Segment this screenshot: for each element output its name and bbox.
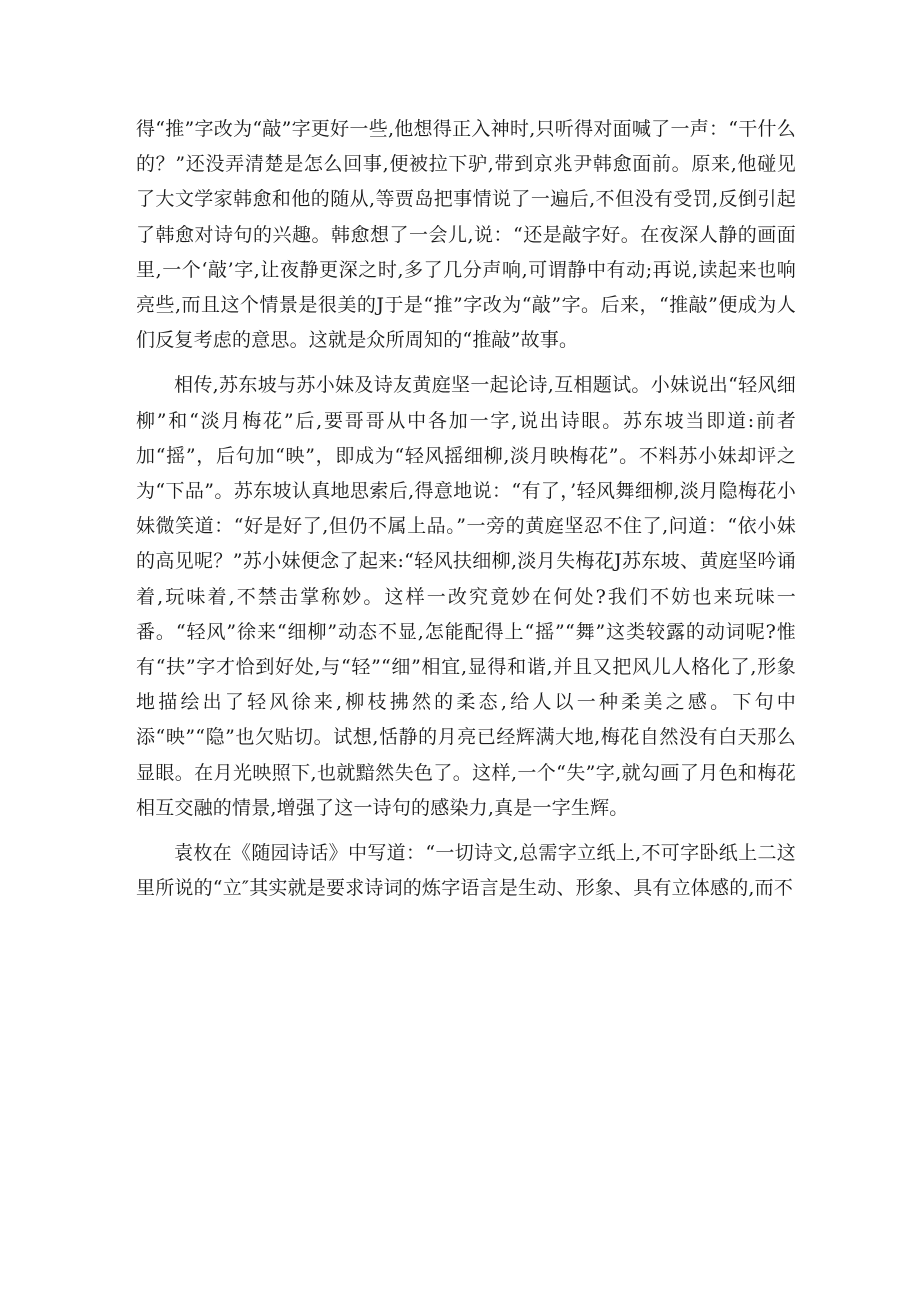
document-body xyxy=(136,112,796,916)
paragraph-yuan-mei-quote: 袁枚在《随园诗话》中写道：“一切诗文,总需字立纸上,不可字卧纸上二这里所说的“立″其实就是要求诗词的炼字语言是生动、形象、具有立体感的,而不 xyxy=(136,842,796,900)
paragraph-tuiqiao-story: 得“推”字改为“敲”字更好一些,他想得正入神时,只听得对面喊了一声：“干什么的？”还没弄清楚是怎么回事,便被拉下驴,带到京兆尹韩愈面前。原来,他碰见了大文学家韩愈和他的随从,等贾岛把事情说了一遍后,不但没有受罚,反倒引起了韩愈对诗句的兴趣。韩愈想了一会儿,说：“还是敲字好。在夜深人静的画面里,一个‘敲’字,让夜静更深之时,多了几分声响,可谓静中有动;再说,读起来也响亮些,而且这个情景是很美的J于是“推”字改为“敲”字。后来，“推敲”便成为人们反复考虑的意思。这就是众所周知的“推敲”故事。 xyxy=(136,118,796,352)
paragraph-su-dongpo-story: 相传,苏东坡与苏小妹及诗友黄庭坚一起论诗,互相题试。小妹说出“轻风细柳”和“淡月梅花”后,要哥哥从中各加一字,说出诗眼。苏东坡当即道:前者加“摇”，后句加“映”，即成为“轻风摇细柳,淡月映梅花”。不料苏小妹却评之为“下品”。苏东坡认真地思索后,得意地说：“有了，’轻风舞细柳,淡月隐梅花小妹微笑道：“好是好了,但仍不属上品。”一旁的黄庭坚忍不住了,问道：“依小妹的高见呢？”苏小妹便念了起来:“轻风扶细柳,淡月失梅花J苏东坡、黄庭坚吟诵着,玩味着,不禁击掌称妙。这样一改究竟妙在何处?我们不妨也来玩味一番。“轻风”徐来“细柳”动态不显,怎能配得上“摇”“舞”这类较露的动词呢?惟有“扶”字才恰到好处,与“轻”“细”相宜,显得和谐,并且又把风儿人格化了,形象地描绘出了轻风徐来,柳枝拂然的柔态,给人以一种柔美之感。下句中添“映”“隐”也欠贴切。试想,恬静的月亮已经辉满大地,梅花自然没有白天那么显眼。在月光映照下,也就黯然失色了。这样,一个“失”字,就勾画了月色和梅花相互交融的情景,增强了这一诗句的感染力,真是一字生辉。 xyxy=(136,374,796,819)
